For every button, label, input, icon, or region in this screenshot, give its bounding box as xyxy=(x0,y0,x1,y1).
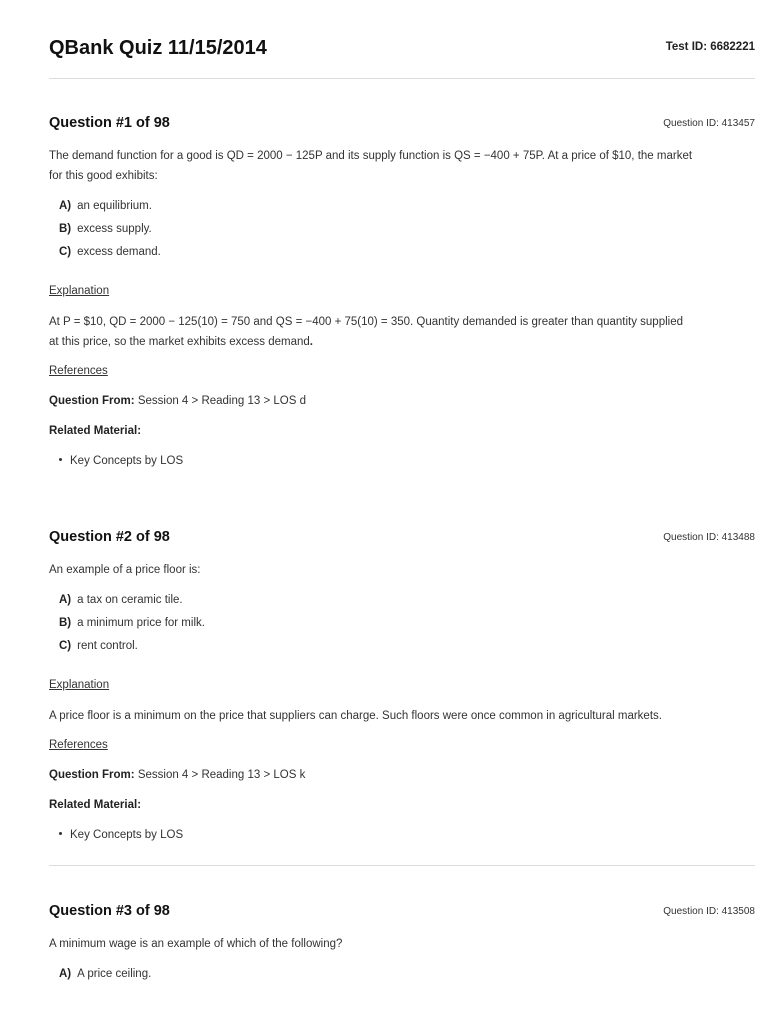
choice-text: a minimum price for milk. xyxy=(77,617,205,629)
question-1-explanation xyxy=(49,312,757,352)
question-2-stem-line: An example of a price floor is: xyxy=(49,564,201,576)
question-1-choice-a xyxy=(59,200,152,212)
choice-letter: B) xyxy=(59,617,72,629)
choice-letter: A) xyxy=(59,594,72,606)
question-2-choice-c xyxy=(59,640,138,652)
header-divider xyxy=(49,78,755,79)
question-2-related-item[interactable] xyxy=(59,829,183,841)
question-from-label: Question From: xyxy=(49,769,135,781)
explanation-line: at this price, so the market exhibits excess demand xyxy=(49,336,310,348)
choice-letter: A) xyxy=(59,200,72,212)
question-2-source xyxy=(49,769,305,781)
question-3-stem xyxy=(49,934,757,954)
question-1-related-item[interactable] xyxy=(59,455,183,467)
question-1-choice-c xyxy=(59,246,161,258)
question-3-id: Question ID: 413508 xyxy=(663,906,755,917)
question-from-label: Question From: xyxy=(49,395,135,407)
question-2-explanation xyxy=(49,706,757,726)
bullet-icon xyxy=(59,832,62,835)
question-1-related-heading xyxy=(49,425,141,437)
question-from-value: Session 4 > Reading 13 > LOS d xyxy=(137,395,306,407)
question-2-related-heading xyxy=(49,799,141,811)
question-1-choice-b xyxy=(59,223,152,235)
choice-letter: C) xyxy=(59,246,72,258)
question-1-references-link[interactable]: References xyxy=(49,365,108,377)
related-material-label: Related Material: xyxy=(49,425,142,437)
choice-letter: A) xyxy=(59,968,72,980)
question-from-value: Session 4 > Reading 13 > LOS k xyxy=(137,769,306,781)
explanation-line: At P = $10, QD = 2000 − 125(10) = 750 and QS = −400 + 75(10) = 350. Quantity demanded is greater than quantity supplied xyxy=(49,316,684,328)
choice-text: excess demand. xyxy=(77,246,161,258)
question-1-explanation-link[interactable]: Explanation xyxy=(49,285,110,297)
choice-text: excess supply. xyxy=(77,223,152,235)
question-2-heading: Question #2 of 98 xyxy=(49,529,170,545)
question-1-id: Question ID: 413457 xyxy=(663,118,755,129)
question-2-id: Question ID: 413488 xyxy=(663,532,755,543)
choice-text: a tax on ceramic tile. xyxy=(77,594,183,606)
related-item-label: Key Concepts by LOS xyxy=(70,829,184,841)
choice-text: rent control. xyxy=(77,640,138,652)
explanation-line: A price floor is a minimum on the price that suppliers can charge. Such floors were once common in agricultural markets. xyxy=(49,710,662,722)
question-1-heading: Question #1 of 98 xyxy=(49,115,170,131)
question-2-references-link[interactable]: References xyxy=(49,739,108,751)
question-1-source xyxy=(49,395,306,407)
question-2-choice-a xyxy=(59,594,183,606)
test-id: Test ID: 6682221 xyxy=(665,41,755,53)
question-3-stem-line: A minimum wage is an example of which of the following? xyxy=(49,938,343,950)
related-item-label: Key Concepts by LOS xyxy=(70,455,184,467)
choice-text: A price ceiling. xyxy=(77,968,152,980)
choice-letter: C) xyxy=(59,640,72,652)
question-divider xyxy=(49,865,755,866)
question-1-stem xyxy=(49,146,757,186)
choice-letter: B) xyxy=(59,223,72,235)
related-material-label: Related Material: xyxy=(49,799,142,811)
question-2-stem xyxy=(49,560,757,580)
question-1-stem-line: The demand function for a good is QD = 2000 − 125P and its supply function is QS = −400 + 75P. At a price of $10, the market xyxy=(49,150,693,162)
question-3-choice-a xyxy=(59,968,151,980)
page-title: QBank Quiz 11/15/2014 xyxy=(49,37,267,59)
explanation-period: . xyxy=(309,336,313,348)
question-1-stem-line: for this good exhibits: xyxy=(49,170,158,182)
question-3-heading: Question #3 of 98 xyxy=(49,903,170,919)
choice-text: an equilibrium. xyxy=(77,200,152,212)
question-2-explanation-link[interactable]: Explanation xyxy=(49,679,110,691)
bullet-icon xyxy=(59,458,62,461)
question-2-choice-b xyxy=(59,617,205,629)
